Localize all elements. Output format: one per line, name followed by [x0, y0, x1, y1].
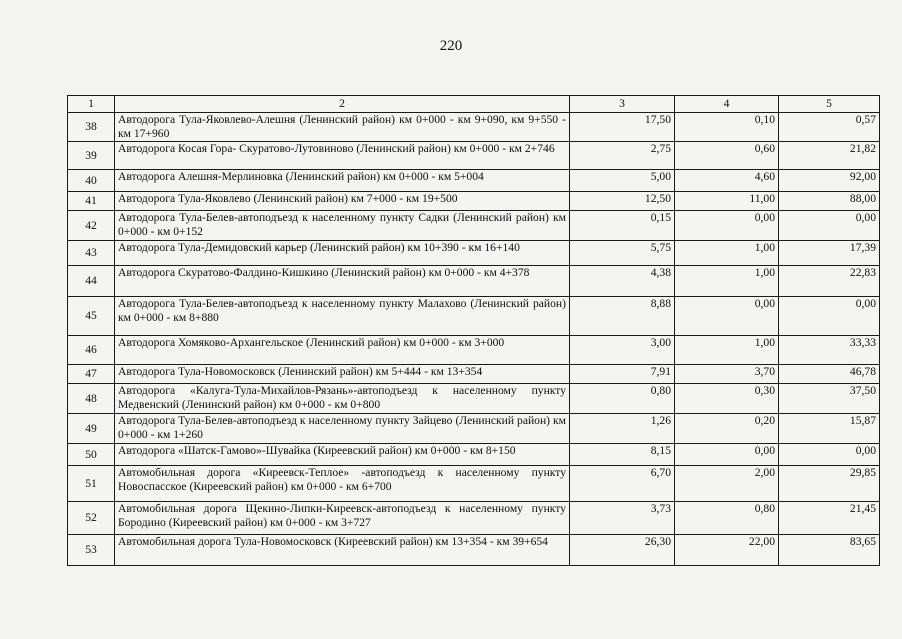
- table-header-row: [68, 96, 880, 113]
- road-name-cell: Автодорога Тула-Демидовский карьер (Ленинский район) км 10+390 - км 16+140: [115, 241, 570, 266]
- value-col3-cell: 12,50: [570, 192, 675, 211]
- road-name-cell: Автодорога Тула-Яковлево (Ленинский район) км 7+000 - км 19+500: [115, 192, 570, 211]
- value-col4-cell: 1,00: [675, 336, 779, 365]
- road-name-cell: Автомобильная дорога «Киреевск-Теплое» -автоподъезд к населенному пункту Новоспасское (Киреевский район) км 0+000 - км 6+700: [115, 466, 570, 502]
- road-name-cell: Автодорога Тула-Яковлево-Алешня (Ленинский район) км 0+000 - км 9+090, км 9+550 - км 17+960: [115, 113, 570, 142]
- value-col5-cell: 0,00: [779, 444, 880, 466]
- road-name-cell: Автодорога Тула-Белев-автоподъезд к населенному пункту Садки (Ленинский район) км 0+000 - км 0+152: [115, 211, 570, 241]
- row-number-cell: 39: [68, 142, 115, 170]
- value-col3-cell: 8,88: [570, 297, 675, 336]
- road-name-cell: Автодорога Косая Гора- Скуратово-Лутовиново (Ленинский район) км 0+000 - км 2+746: [115, 142, 570, 170]
- value-col4-cell: 0,80: [675, 502, 779, 535]
- value-col4-cell: 1,00: [675, 266, 779, 297]
- value-col5-cell: 21,82: [779, 142, 880, 170]
- value-col4-cell: 11,00: [675, 192, 779, 211]
- roads-table: [67, 95, 880, 566]
- value-col5-cell: 29,85: [779, 466, 880, 502]
- value-col5-cell: 46,78: [779, 365, 880, 384]
- value-col5-cell: 92,00: [779, 170, 880, 192]
- value-col5-cell: 88,00: [779, 192, 880, 211]
- value-col4-cell: 4,60: [675, 170, 779, 192]
- value-col3-cell: 5,75: [570, 241, 675, 266]
- table-row: [68, 384, 880, 414]
- row-number-cell: 38: [68, 113, 115, 142]
- road-name-cell: Автомобильная дорога Щекино-Липки-Киреевск-автоподъезд к населенному пункту Бородино (Киреевский район) км 0+000 - км 3+727: [115, 502, 570, 535]
- value-col5-cell: 83,65: [779, 535, 880, 566]
- road-name-cell: Автомобильная дорога Тула-Новомосковск (Киреевский район) км 13+354 - км 39+654: [115, 535, 570, 566]
- value-col3-cell: 17,50: [570, 113, 675, 142]
- value-col5-cell: 22,83: [779, 266, 880, 297]
- value-col3-cell: 2,75: [570, 142, 675, 170]
- road-name-cell: Автодорога Алешня-Мерлиновка (Ленинский район) км 0+000 - км 5+004: [115, 170, 570, 192]
- table-row: [68, 466, 880, 502]
- page-number: 220: [439, 38, 463, 54]
- value-col4-cell: 3,70: [675, 365, 779, 384]
- value-col5-cell: 17,39: [779, 241, 880, 266]
- value-col4-cell: 1,00: [675, 241, 779, 266]
- value-col3-cell: 1,26: [570, 414, 675, 444]
- value-col5-cell: 21,45: [779, 502, 880, 535]
- road-name-cell: Автодорога Тула-Новомосковск (Ленинский район) км 5+444 - км 13+354: [115, 365, 570, 384]
- table-row: [68, 192, 880, 211]
- table-row: [68, 444, 880, 466]
- value-col3-cell: 4,38: [570, 266, 675, 297]
- table-row: [68, 502, 880, 535]
- road-name-cell: Автодорога Тула-Белев-автоподъезд к населенному пункту Зайцево (Ленинский район) км 0+000 - км 1+260: [115, 414, 570, 444]
- value-col4-cell: 0,30: [675, 384, 779, 414]
- value-col4-cell: 0,00: [675, 297, 779, 336]
- row-number-cell: 41: [68, 192, 115, 211]
- header-cell: 2: [115, 96, 570, 113]
- header-cell: 1: [68, 96, 115, 113]
- value-col3-cell: 5,00: [570, 170, 675, 192]
- value-col3-cell: 26,30: [570, 535, 675, 566]
- road-name-cell: Автодорога «Калуга-Тула-Михайлов-Рязань»-автоподъезд к населенному пункту Медвенский (Ленинский район) км 0+000 - км 0+800: [115, 384, 570, 414]
- table-row: [68, 535, 880, 566]
- row-number-cell: 48: [68, 384, 115, 414]
- value-col3-cell: 8,15: [570, 444, 675, 466]
- row-number-cell: 47: [68, 365, 115, 384]
- value-col4-cell: 0,60: [675, 142, 779, 170]
- value-col3-cell: 0,80: [570, 384, 675, 414]
- table-row: [68, 297, 880, 336]
- table-row: [68, 142, 880, 170]
- value-col3-cell: 0,15: [570, 211, 675, 241]
- value-col4-cell: 0,00: [675, 444, 779, 466]
- table-row: [68, 414, 880, 444]
- road-name-cell: Автодорога Тула-Белев-автоподъезд к населенному пункту Малахово (Ленинский район) км 0+000 - км 8+880: [115, 297, 570, 336]
- table-row: [68, 241, 880, 266]
- table-row: [68, 113, 880, 142]
- row-number-cell: 43: [68, 241, 115, 266]
- header-cell: 5: [779, 96, 880, 113]
- value-col4-cell: 0,00: [675, 211, 779, 241]
- value-col4-cell: 2,00: [675, 466, 779, 502]
- value-col5-cell: 0,00: [779, 297, 880, 336]
- header-cell: 3: [570, 96, 675, 113]
- table-row: [68, 170, 880, 192]
- row-number-cell: 40: [68, 170, 115, 192]
- road-name-cell: Автодорога «Шатск-Гамово»-Шувайка (Киреевский район) км 0+000 - км 8+150: [115, 444, 570, 466]
- value-col3-cell: 3,73: [570, 502, 675, 535]
- value-col5-cell: 0,00: [779, 211, 880, 241]
- row-number-cell: 49: [68, 414, 115, 444]
- row-number-cell: 42: [68, 211, 115, 241]
- value-col4-cell: 0,20: [675, 414, 779, 444]
- table-row: [68, 211, 880, 241]
- value-col4-cell: 0,10: [675, 113, 779, 142]
- row-number-cell: 46: [68, 336, 115, 365]
- value-col3-cell: 7,91: [570, 365, 675, 384]
- row-number-cell: 52: [68, 502, 115, 535]
- value-col5-cell: 37,50: [779, 384, 880, 414]
- table-row: [68, 336, 880, 365]
- value-col5-cell: 15,87: [779, 414, 880, 444]
- road-name-cell: Автодорога Скуратово-Фалдино-Кишкино (Ленинский район) км 0+000 - км 4+378: [115, 266, 570, 297]
- table-row: [68, 365, 880, 384]
- value-col5-cell: 0,57: [779, 113, 880, 142]
- value-col5-cell: 33,33: [779, 336, 880, 365]
- value-col3-cell: 6,70: [570, 466, 675, 502]
- value-col4-cell: 22,00: [675, 535, 779, 566]
- row-number-cell: 50: [68, 444, 115, 466]
- table-row: [68, 266, 880, 297]
- row-number-cell: 53: [68, 535, 115, 566]
- header-cell: 4: [675, 96, 779, 113]
- value-col3-cell: 3,00: [570, 336, 675, 365]
- row-number-cell: 45: [68, 297, 115, 336]
- road-name-cell: Автодорога Хомяково-Архангельское (Ленинский район) км 0+000 - км 3+000: [115, 336, 570, 365]
- row-number-cell: 51: [68, 466, 115, 502]
- row-number-cell: 44: [68, 266, 115, 297]
